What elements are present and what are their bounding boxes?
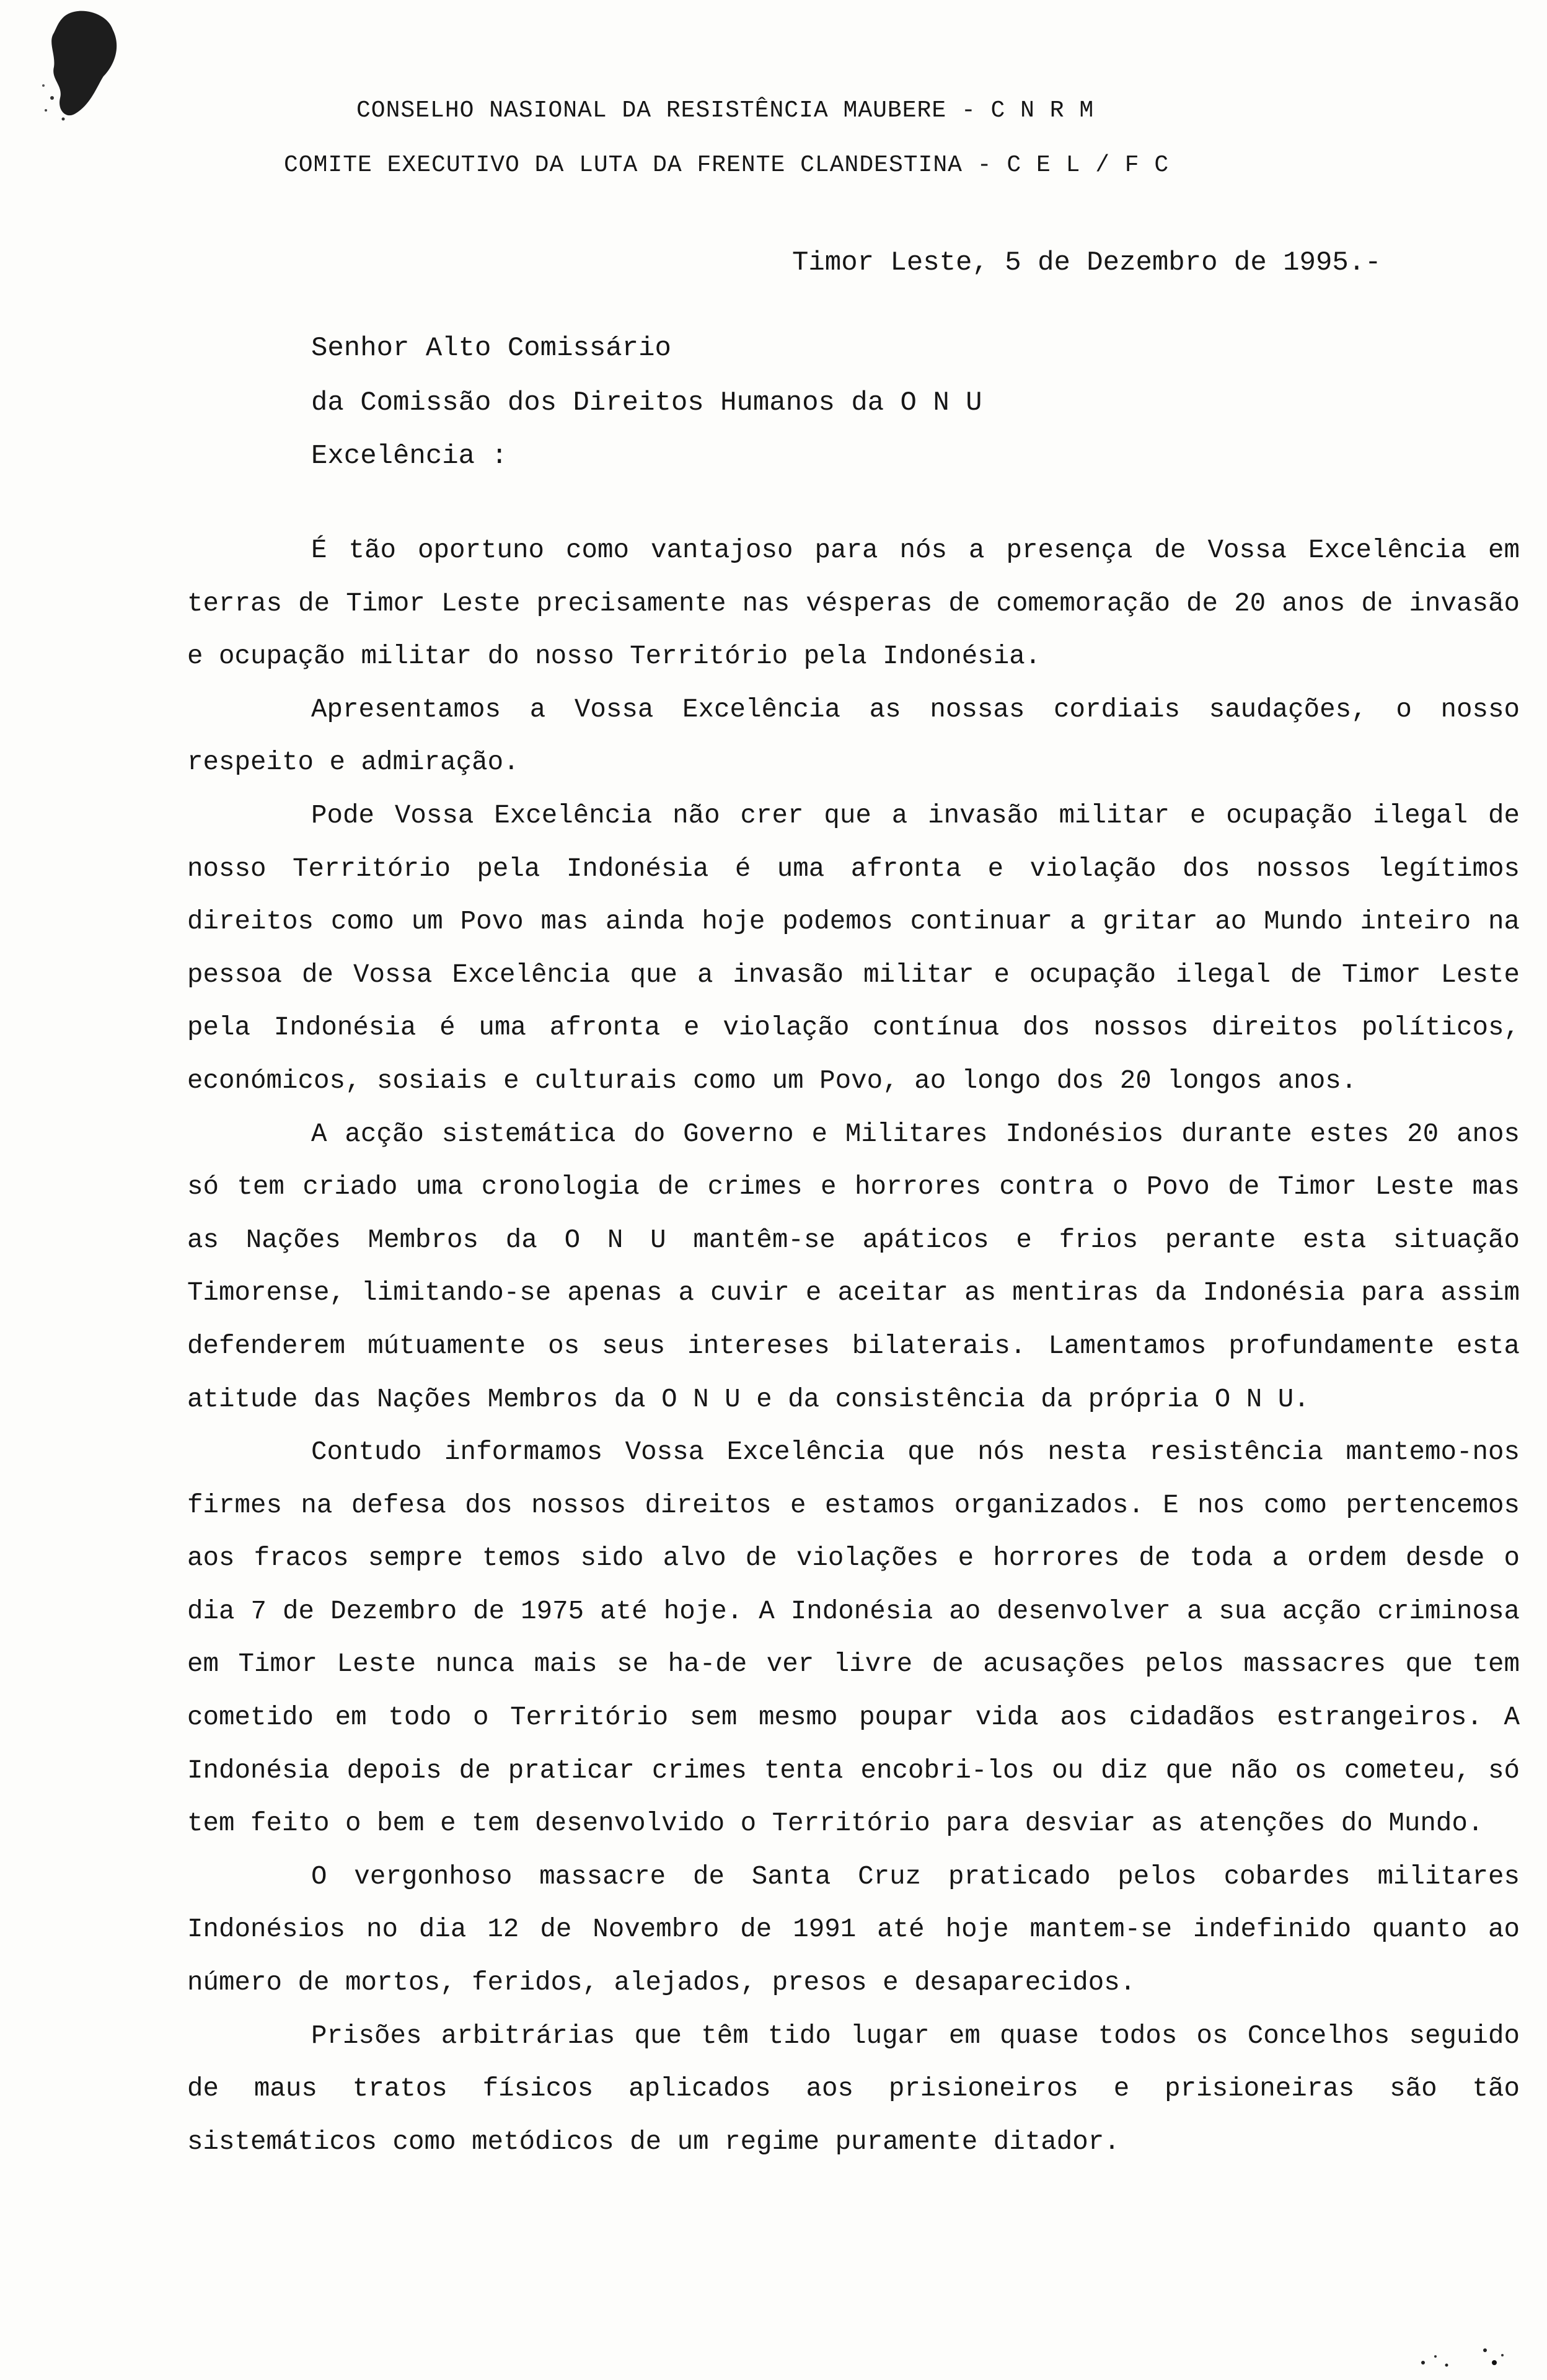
header-committee: COMITE EXECUTIVO DA LUTA DA FRENTE CLANDESTINA - C E L / F C bbox=[284, 152, 1170, 178]
ink-blot-mark bbox=[38, 5, 131, 123]
body-paragraph: O vergonhoso massacre de Santa Cruz praticado pelos cobardes militares Indonésios no dia 12 de Novembro de 1991 até hoje mantem-se indefinido quanto ao número de mortos, feridos, alejados, presos e desaparecidos. bbox=[187, 1861, 1520, 1998]
body-paragraph: Pode Vossa Excelência não crer que a invasão militar e ocupação ilegal de nosso Território pela Indonésia é uma afronta e violação dos nossos legítimos direitos como um Povo mas ainda hoje podemos continuar a gritar ao Mundo inteiro na pessoa de Vossa Excelência que a invasão militar e ocupação ilegal de Timor Leste pela Indonésia é uma afronta e violação contínua dos nossos direitos políticos, económicos, sosiais e culturais como um Povo, ao longo dos 20 longos anos. bbox=[187, 800, 1520, 1096]
addressee-organization: da Comissão dos Direitos Humanos da O N U bbox=[311, 387, 982, 418]
body-paragraph: Apresentamos a Vossa Excelência as nossas cordiais saudações, o nosso respeito e admiração. bbox=[187, 694, 1520, 778]
header-organization: CONSELHO NASIONAL DA RESISTÊNCIA MAUBERE - C N R M bbox=[356, 97, 1095, 124]
ink-specks bbox=[1411, 2338, 1510, 2375]
letter-date: Timor Leste, 5 de Dezembro de 1995.- bbox=[792, 247, 1382, 278]
body-paragraph: Contudo informamos Vossa Excelência que nós nesta resistência mantemo-nos firmes na defesa dos nossos direitos e estamos organizados. E nos como pertencemos aos fracos sempre temos sido alvo de violações e horrores de toda a ordem desde o dia 7 de Dezembro de 1975 até hoje. A Indonésia ao desenvolver a sua acção criminosa em Timor Leste nunca mais se ha-de ver livre de acusações pelos massacres que tem cometido em todo o Território sem mesmo poupar vida aos cidadãos estrangeiros. A Indonésia depois de praticar crimes tenta encobri-los ou diz que não os cometeu, só tem feito o bem e tem desenvolvido o Território para desviar as atenções do Mundo. bbox=[187, 1437, 1520, 1839]
salutation: Excelência : bbox=[311, 441, 508, 472]
body-paragraph: É tão oportuno como vantajoso para nós a presença de Vossa Excelência em terras de Timor Leste precisamente nas vésperas de comemoração de 20 anos de invasão e ocupação militar do nosso Território pela Indonésia. bbox=[187, 536, 1520, 672]
addressee-title: Senhor Alto Comissário bbox=[311, 333, 671, 364]
letter-body bbox=[187, 524, 1520, 2169]
body-paragraph: A acção sistemática do Governo e Militares Indonésios durante estes 20 anos só tem criado uma cronologia de crimes e horrores contra o Povo de Timor Leste mas as Nações Membros da O N U mantêm-se apáticos e frios perante esta situação Timorense, limitando-se apenas a cuvir e aceitar as mentiras da Indonésia para assim defenderem mútuamente os seus intereses bilaterais. Lamentamos profundamente esta atitude das Nações Membros da O N U e da consistência da própria O N U. bbox=[187, 1119, 1520, 1414]
body-paragraph: Prisões arbitrárias que têm tido lugar em quase todos os Concelhos seguido de maus tratos físicos aplicados aos prisioneiros e prisioneiras são tão sistemáticos como metódicos de um regime puramente ditador. bbox=[187, 2021, 1520, 2157]
